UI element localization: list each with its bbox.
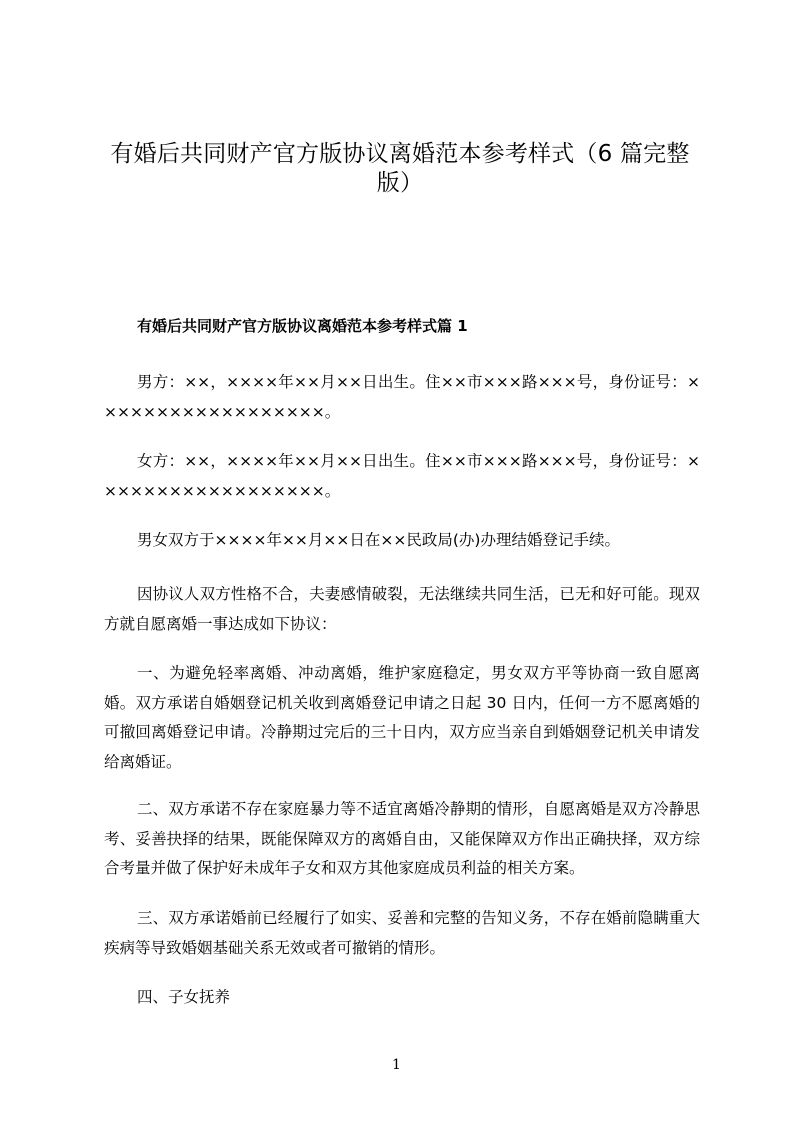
paragraph-clause-1: 一、为避免轻率离婚、冲动离婚，维护家庭稳定，男女双方平等协商一致自愿离婚。双方承诺自婚姻登记机关收到离婚登记申请之日起 30 日内，任何一方不愿离婚的可撤回离婚登记申请。冷静期过完后的三十日内，双方应当亲自到婚姻登记机关申请发给离婚证。: [104, 664, 700, 771]
paragraph-male-party: 男方：××，××××年××月××日出生。住××市×××路×××号，身份证号：××××××××××××××××××。: [104, 373, 700, 421]
section-heading: 有婚后共同财产官方版协议离婚范本参考样式篇 1: [137, 317, 468, 335]
paragraph-marriage-registration: 男女双方于××××年××月××日在××民政局(办)办理结婚登记手续。: [137, 531, 620, 549]
paragraph-clause-3: 三、双方承诺婚前已经履行了如实、妥善和完整的告知义务，不存在婚前隐瞒重大疾病等导致婚姻基础关系无效或者可撤销的情形。: [104, 909, 700, 957]
document-title: 有婚后共同财产官方版协议离婚范本参考样式（6 篇完整版）: [110, 141, 690, 196]
paragraph-clause-2: 二、双方承诺不存在家庭暴力等不适宜离婚冷静期的情形，自愿离婚是双方冷静思考、妥善抉择的结果，既能保障双方的离婚自由，又能保障双方作出正确抉择，双方综合考量并做了保护好未成年子女和双方其他家庭成员利益的相关方案。: [104, 800, 700, 877]
page-number: 1: [392, 1057, 401, 1073]
paragraph-clause-4-heading: 四、子女抚养: [137, 988, 231, 1006]
paragraph-reason: 因协议人双方性格不合，夫妻感情破裂，无法继续共同生活，已无和好可能。现双方就自愿离婚一事达成如下协议：: [104, 585, 700, 633]
paragraph-female-party: 女方：××，××××年××月××日出生。住××市×××路×××号，身份证号：××××××××××××××××××。: [104, 452, 700, 500]
